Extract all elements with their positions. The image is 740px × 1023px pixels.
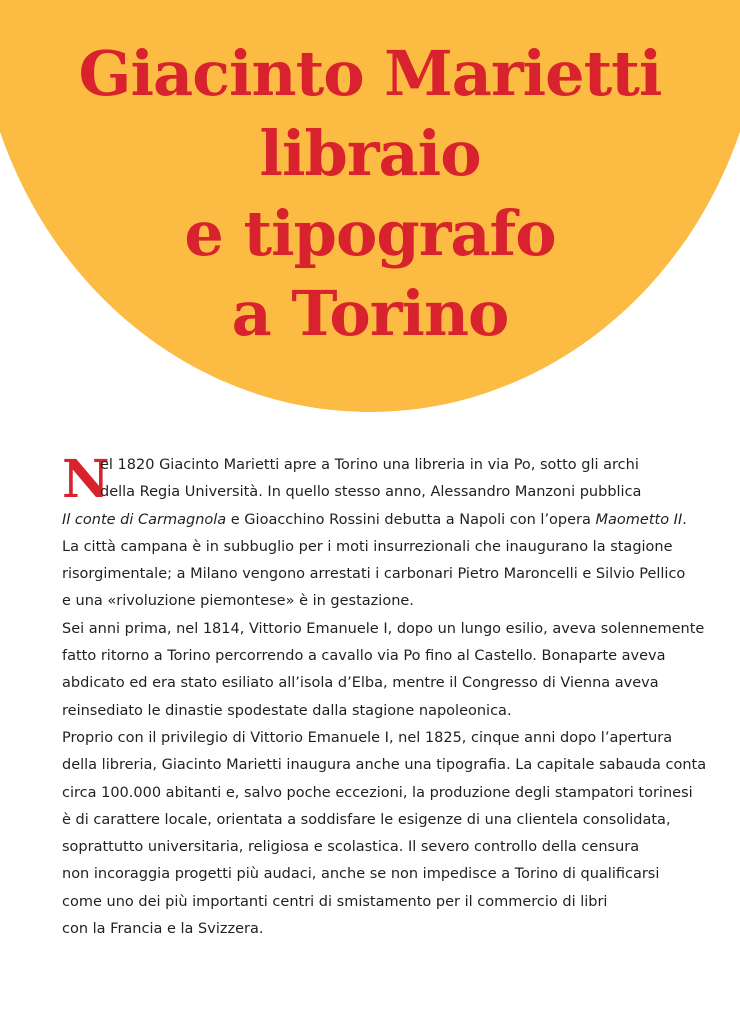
body-line: La città campana è in subbuglio per i moti insurrezionali che inaugurano la stagione xyxy=(62,538,673,555)
body-line: Proprio con il privilegio di Vittorio Emanuele I, nel 1825, cinque anni dopo l’apertura xyxy=(62,729,673,746)
body-text-fragment: e Gioacchino Rossini debutta a Napoli con l’opera xyxy=(226,511,596,528)
drop-cap: N xyxy=(62,449,110,510)
body-line: fatto ritorno a Torino percorrendo a cavallo via Po fino al Castello. Bonaparte aveva xyxy=(62,648,666,665)
body-line xyxy=(62,507,722,534)
title-line-2: libraio xyxy=(259,117,481,190)
title-line-1: Giacinto Marietti xyxy=(78,37,662,110)
body-line: Sei anni prima, nel 1814, Vittorio Emanuele I, dopo un lungo esilio, aveva solennemente xyxy=(62,620,705,637)
body-line: el 1820 Giacinto Marietti apre a Torino una libreria in via Po, sotto gli archi xyxy=(100,457,639,473)
body-text xyxy=(62,449,722,943)
body-line: risorgimentale; a Milano vengono arrestati i carbonari Pietro Maroncelli e Silvio Pellico xyxy=(62,566,686,583)
book-title: Il conte di Carmagnola xyxy=(62,511,227,528)
body-line: non incoraggia progetti più audaci, anche se non impedisce a Torino di qualificarsi xyxy=(62,866,660,883)
page-title xyxy=(0,34,740,354)
body-line: è di carattere locale, orientata a soddisfare le esigenze di una clientela consolidata, xyxy=(62,811,671,828)
body-line: della libreria, Giacinto Marietti inaugura anche una tipografia. La capitale sabauda conta xyxy=(62,757,707,774)
body-line: con la Francia e la Svizzera. xyxy=(62,921,264,938)
title-line-4: a Torino xyxy=(231,277,509,350)
body-line: e una «rivoluzione piemontese» è in gestazione. xyxy=(62,593,414,610)
body-line: abdicato ed era stato esiliato all’isola d’Elba, mentre il Congresso di Vienna aveva xyxy=(62,675,659,692)
title-line-3: e tipografo xyxy=(184,197,556,270)
body-line: circa 100.000 abitanti e, salvo poche eccezioni, la produzione degli stampatori torinesi xyxy=(62,784,693,801)
body-line: reinsediato le dinastie spodestate dalla stagione napoleonica. xyxy=(62,702,512,719)
body-line: come uno dei più importanti centri di smistamento per il commercio di libri xyxy=(62,893,608,910)
body-text-fragment: . xyxy=(682,511,687,528)
body-line: della Regia Università. In quello stesso anno, Alessandro Manzoni pubblica xyxy=(100,484,642,501)
opera-title: Maometto II xyxy=(595,511,683,528)
body-line: soprattutto universitaria, religiosa e scolastica. Il severo controllo della censura xyxy=(62,839,640,856)
